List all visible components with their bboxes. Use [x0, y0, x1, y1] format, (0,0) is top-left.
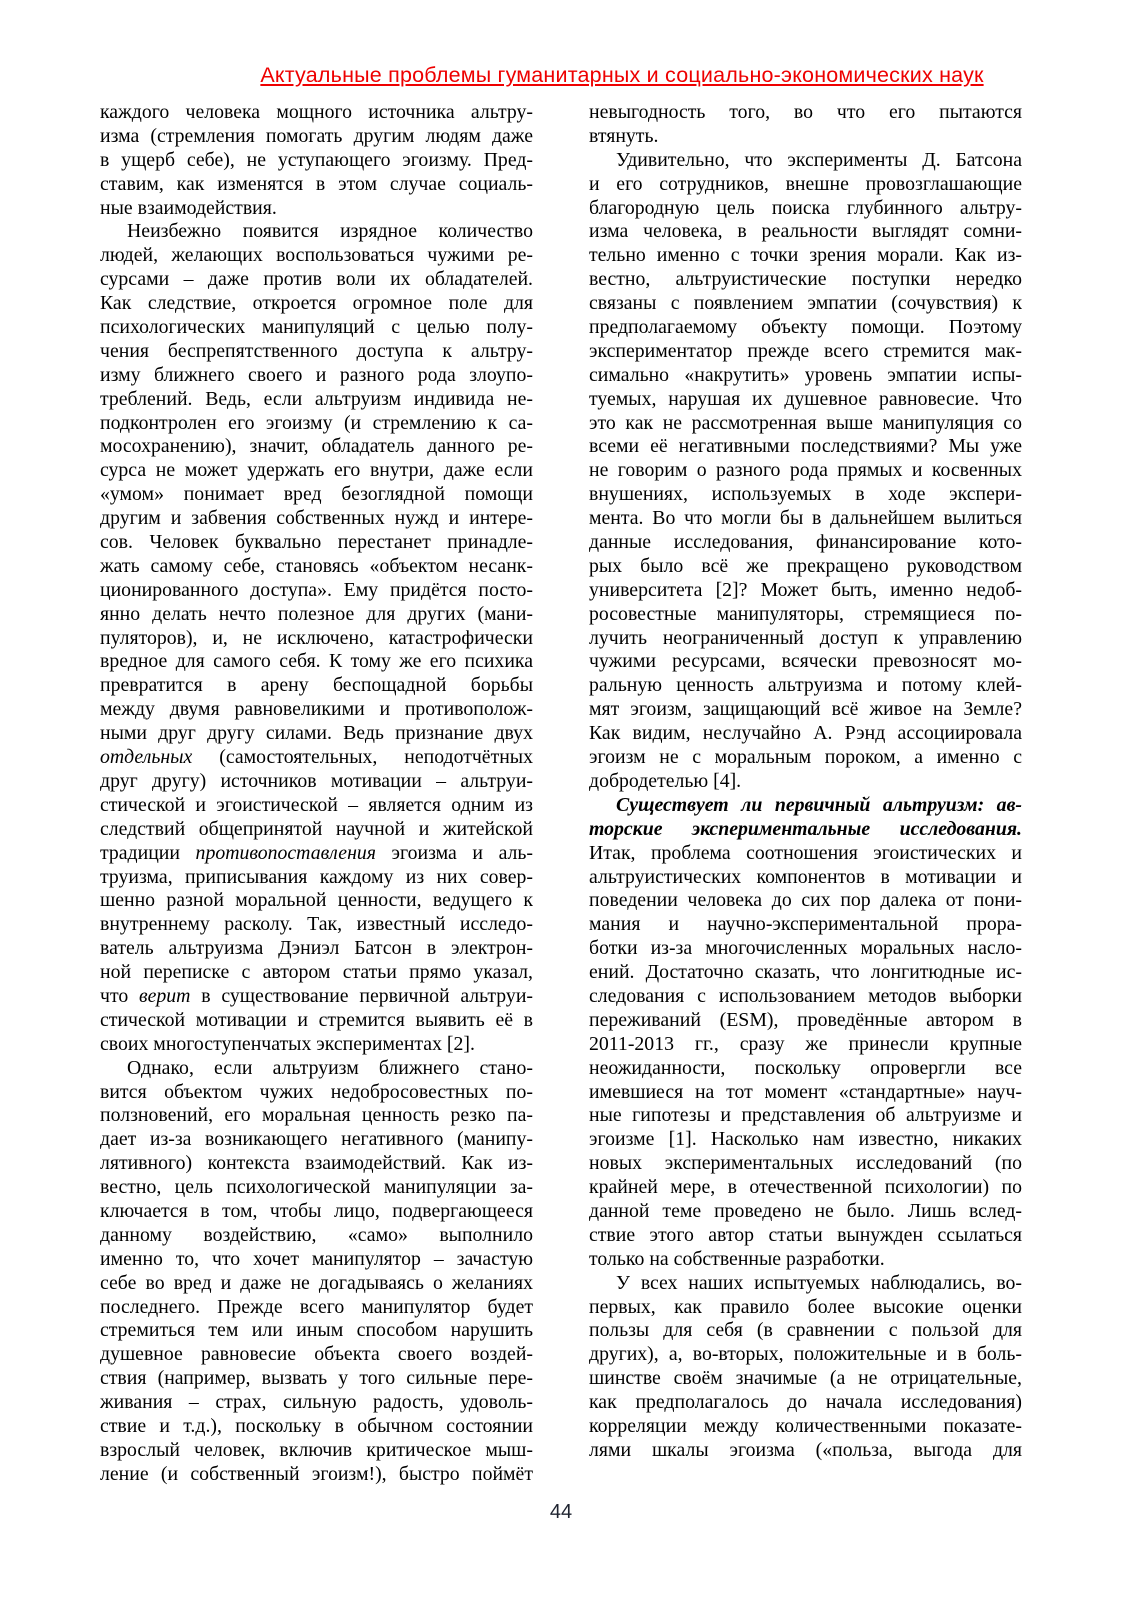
text-line: сурсами – даже против воли их обладателей.	[100, 268, 533, 291]
text-line: ключается в том, чтобы лицо, подвергающееся	[100, 1199, 533, 1222]
text-line: другим и забвения собственных нужд и интере-	[100, 507, 533, 530]
text-line: изма (стремления помогать другим людям даже	[100, 124, 533, 147]
text-line: последнего. Прежде всего манипулятор будет	[100, 1295, 533, 1318]
text-line: связаны с появлением эмпатии (сочувствия) к	[589, 292, 1022, 315]
text-line: чужими ресурсами, всячески превозносят мо-	[589, 650, 1022, 673]
text-line: имевшиеся на тот момент «стандартные» науч-	[589, 1080, 1022, 1103]
text-line: других), а, во-вторых, положительные и в боль-	[589, 1343, 1022, 1366]
text-line: мента. Во что могли бы в дальнейшем вылиться	[589, 507, 1022, 530]
text-line: неожиданности, поскольку опровергли все	[589, 1056, 1022, 1079]
text-line: первых, как правило более высокие оценки	[589, 1295, 1022, 1318]
columns-container	[100, 101, 1022, 1487]
text-line: между двумя равновеликими и противополож-	[100, 698, 533, 721]
text-line: традиции противопоставления эгоизма и аль-	[100, 841, 533, 864]
text-line: новых экспериментальных исследований (по	[589, 1152, 1022, 1175]
text-line: росовестные манипуляторы, стремящиеся по-	[589, 602, 1022, 625]
text-line: Неизбежно появится изрядное количество	[127, 220, 533, 243]
text-line: стической мотивации и стремится выявить её в	[100, 1008, 533, 1031]
text-line: лятивного) контекста взаимодействий. Как из-	[100, 1152, 533, 1175]
text-line: благородную цель поиска глубинного альтру-	[589, 196, 1022, 219]
text-line: вредное для самого себя. К тому же его психика	[100, 650, 533, 673]
text-line: ватель альтруизма Дэниэл Батсон в электрон-	[100, 937, 533, 960]
text-line: внушениях, используемых в ходе экспери-	[589, 483, 1022, 506]
page-title: Актуальные проблемы гуманитарных и социально-экономических наук	[260, 63, 984, 87]
text-line: что верит в существование первичной альтруи-	[100, 984, 533, 1007]
text-line: втянуть.	[589, 124, 659, 147]
text-line: торские экспериментальные исследования.	[589, 817, 1022, 840]
text-line: ставим, как изменятся в этом случае социаль-	[100, 172, 533, 195]
text-line: Итак, проблема соотношения эгоистических и	[589, 841, 1022, 864]
text-line: данные исследования, финансирование кото-	[589, 531, 1022, 554]
text-line: взрослый человек, включив критическое мыш-	[100, 1438, 533, 1461]
text-line: Как следствие, откроется огромное поле для	[100, 292, 533, 315]
text-line: вится объектом чужих недобросовестных по-	[100, 1080, 533, 1103]
text-line: превратится в арену беспощадной борьбы	[100, 674, 533, 697]
text-line: лями шкалы эгоизма («польза, выгода для	[589, 1438, 1022, 1461]
text-line: данной теме проведено не было. Лишь вслед-	[589, 1199, 1022, 1222]
text-line: ствие и т.д.), поскольку в обычном состоянии	[100, 1414, 533, 1437]
text-line: университета [2]? Может быть, именно недоб-	[589, 578, 1022, 601]
right-column	[589, 101, 1022, 1487]
text-line: ной переписке с автором статьи прямо указал,	[100, 961, 533, 984]
text-line: вестно, цель психологической манипуляции за-	[100, 1176, 533, 1199]
text-line: Удивительно, что эксперименты Д. Батсона	[616, 148, 1022, 171]
text-line: пользы для себя (в сравнении с пользой для	[589, 1319, 1022, 1342]
text-line: как предполагалось до начала исследования)	[589, 1391, 1022, 1414]
text-line: и его сотрудников, внешне провозглашающие	[589, 172, 1022, 195]
text-line: своих многоступенчатых экспериментах [2].	[100, 1032, 475, 1055]
text-line: ползновений, его моральная ценность резко па-	[100, 1104, 533, 1127]
text-line: именно то, что хочет манипулятор – зачастую	[100, 1247, 533, 1270]
text-line: душевное равновесие объекта своего воздей-	[100, 1343, 533, 1366]
text-line: всеми её негативными последствиями? Мы уже	[589, 435, 1022, 458]
text-line: людей, желающих воспользоваться чужими ре-	[100, 244, 533, 267]
text-line: туемых, нарушая их душевное равновесие. Что	[589, 387, 1022, 410]
text-line: ление (и собственный эгоизм!), быстро поймёт	[100, 1462, 533, 1485]
text-line: психологических манипуляций с целью полу-	[100, 316, 533, 339]
text-line: дает из-за возникающего негативного (манипу-	[100, 1128, 533, 1151]
text-line: мят эгоизм, защищающий всё живое на Земле?	[589, 698, 1022, 721]
text-line: отдельных (самостоятельных, неподотчётных	[100, 746, 533, 769]
text-line: стремиться тем или иным способом нарушить	[100, 1319, 533, 1342]
text-line: ционированного доступа». Ему придётся посто-	[100, 578, 533, 601]
text-line: внутреннему расколу. Так, известный исследо-	[100, 913, 533, 936]
text-line: ными друг другу силами. Ведь признание двух	[100, 722, 533, 745]
text-line: мосохранению), значит, обладатель данного ре-	[100, 435, 533, 458]
text-line: рых было всё же прекращено руководством	[589, 554, 1022, 577]
text-line: изму ближнего своего и разного рода злоупо-	[100, 363, 533, 386]
text-line: добродетелью [4].	[589, 769, 742, 792]
text-line: Как видим, неслучайно А. Рэнд ассоциировала	[589, 722, 1022, 745]
text-line: пуляторов), и, не исключено, катастрофически	[100, 626, 533, 649]
text-line: труизма, приписывания каждому из них совер-	[100, 865, 533, 888]
text-line: У всех наших испытуемых наблюдались, во-	[616, 1271, 1022, 1294]
text-line: предполагаемому объекту помощи. Поэтому	[589, 316, 1022, 339]
text-line: эгоизм не с моральным пороком, а именно с	[589, 746, 1022, 769]
text-line: ений. Достаточно сказать, что лонгитюдные ис-	[589, 961, 1022, 984]
text-line: каждого человека мощного источника альтру-	[100, 101, 533, 123]
text-line: альтруистических компонентов в мотивации и	[589, 865, 1022, 888]
left-column	[100, 101, 533, 1487]
text-line: ные гипотезы и представления об альтруизме и	[589, 1104, 1022, 1127]
text-line: 2011-2013 гг., сразу же принесли крупные	[589, 1032, 1022, 1055]
text-line: подконтролен его эгоизму (и стремлению к са-	[100, 411, 533, 434]
text-line: сов. Человек буквально перестанет принадле-	[100, 531, 533, 554]
text-line: Однако, если альтруизм ближнего стано-	[127, 1056, 533, 1079]
text-line: это как не рассмотренная выше манипуляция со	[589, 411, 1022, 434]
text-line: стической и эгоистической – является одним из	[100, 793, 533, 816]
text-line: ральную ценность альтруизма и потому клей-	[589, 674, 1022, 697]
text-line: корреляции между количественными показате-	[589, 1414, 1022, 1437]
page-number: 44	[549, 1501, 573, 1523]
text-line: вестно, альтруистические поступки нередко	[589, 268, 1022, 291]
text-line: треблений. Ведь, если альтруизм индивида не-	[100, 387, 533, 410]
text-line: сурса не может удержать его внутри, даже если	[100, 459, 533, 482]
text-line: себе во вред и даже не догадываясь о желаниях	[100, 1271, 533, 1294]
text-line: поведении человека до сих пор далека от пони-	[589, 889, 1022, 912]
text-line: переживаний (ESM), проведённые автором в	[589, 1008, 1022, 1031]
text-line: эгоизме [1]. Насколько нам известно, никаких	[589, 1128, 1022, 1151]
text-line: тельно именно с точки зрения морали. Как из-	[589, 244, 1022, 267]
text-line: чения беспрепятственного доступа к альтру-	[100, 339, 533, 362]
text-line: шинстве своём значимые (а не отрицательные,	[589, 1367, 1022, 1390]
text-line: невыгодность того, во что его пытаются	[589, 101, 1022, 123]
text-line: симально «накрутить» уровень эмпатии испы-	[589, 363, 1022, 386]
text-line: ботки из-за многочисленных моральных насло-	[589, 937, 1022, 960]
text-line: крайней мере, в отечественной психологии) по	[589, 1176, 1022, 1199]
text-line: только на собственные разработки.	[589, 1247, 885, 1270]
text-line: следования с использованием методов выборки	[589, 984, 1022, 1007]
text-line: живания – страх, сильную радость, удоволь-	[100, 1391, 533, 1414]
text-line: мания и научно-экспериментальной прора-	[589, 913, 1022, 936]
text-line: янно делать нечто полезное для других (мани-	[100, 602, 533, 625]
text-line: друг другу) источников мотивации – альтруи-	[100, 769, 533, 792]
text-line: Существует ли первичный альтруизм: ав-	[616, 793, 1022, 816]
text-line: ствия (например, вызвать у того сильные пере-	[100, 1367, 533, 1390]
text-line: экспериментатор прежде всего стремится мак-	[589, 339, 1022, 362]
text-line: ствие этого автор статьи вынужден ссылаться	[589, 1223, 1022, 1246]
text-line: не говорим о разного рода прямых и косвенных	[589, 459, 1022, 482]
text-line: шенно разной моральной ценности, ведущего к	[100, 889, 533, 912]
text-line: жать самому себе, становясь «объектом несанк-	[100, 554, 533, 577]
text-line: данному воздействию, «само» выполнило	[100, 1223, 533, 1246]
text-line: изма человека, в реальности выглядят сомни-	[589, 220, 1022, 243]
text-line: следствий общепринятой научной и житейской	[100, 817, 533, 840]
text-line: «умом» понимает вред безоглядной помощи	[100, 483, 533, 506]
text-line: ные взаимодействия.	[100, 196, 277, 219]
text-line: лучить неограниченный доступ к управлению	[589, 626, 1022, 649]
text-line: в ущерб себе), не уступающего эгоизму. Пред-	[100, 148, 533, 171]
